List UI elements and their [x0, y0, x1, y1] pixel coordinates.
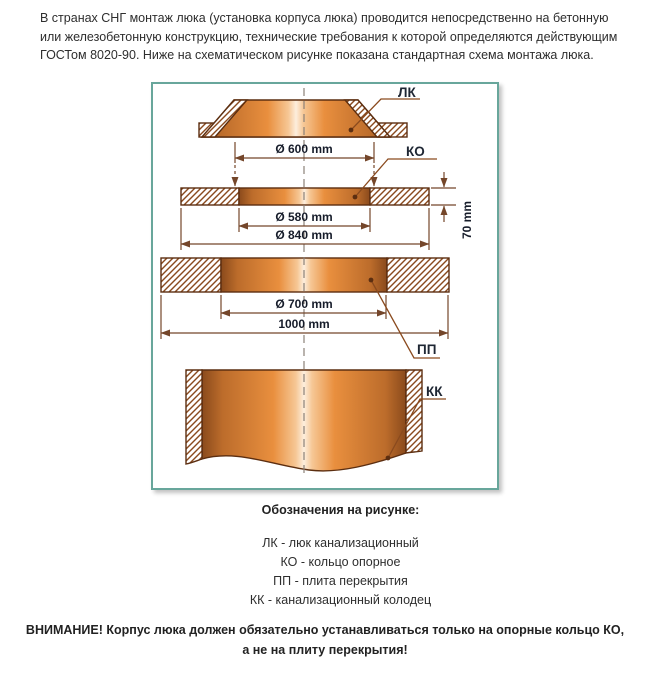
legend-heading: Обозначения на рисунке: [261, 503, 420, 517]
legend-item-ko: КО - кольцо опорное [280, 555, 401, 569]
dimension-70-text: 70 mm [460, 200, 474, 240]
dimension-840-text: Ø 840 mm [275, 228, 333, 242]
label-kk: КК [426, 384, 443, 399]
warning-note [0, 621, 650, 660]
label-ko: КО [406, 144, 425, 159]
support-ring-shape [181, 188, 429, 205]
dimension-70 [431, 172, 456, 222]
legend-item-kk: КК - канализационный колодец [249, 593, 432, 607]
dimension-600-text: Ø 600 mm [275, 142, 333, 156]
installation-diagram [153, 84, 497, 488]
manhole-cover-shape [199, 100, 407, 137]
diagram-frame [151, 82, 499, 490]
intro-paragraph: В странах СНГ монтаж люка (установка корпуса люка) проводится непосредственно на бетонную или железобетонную конструкцию, технические требования к которой определяются действующим ГОСТом 8020-90. Ниже на схематическом рисунке показана стандартная схема монтажа люка. [40, 11, 618, 62]
legend [28, 503, 650, 610]
label-lk: ЛК [398, 85, 416, 100]
warning-line-2: а не на плиту перекрытия! [242, 642, 408, 657]
legend-item-lk: ЛК - люк канализационный [262, 536, 419, 550]
dimension-700-text: Ø 700 mm [275, 297, 333, 311]
dimension-580-text: Ø 580 mm [275, 210, 333, 224]
label-pp: ПП [417, 342, 437, 357]
dimension-1000-text: 1000 mm [278, 317, 330, 331]
floor-slab-shape [161, 258, 449, 292]
legend-item-pp: ПП - плита перекрытия [273, 574, 408, 588]
warning-line-1: ВНИМАНИЕ! Корпус люка должен обязательно устанавливаться только на опорные кольцо КО, [25, 623, 625, 637]
